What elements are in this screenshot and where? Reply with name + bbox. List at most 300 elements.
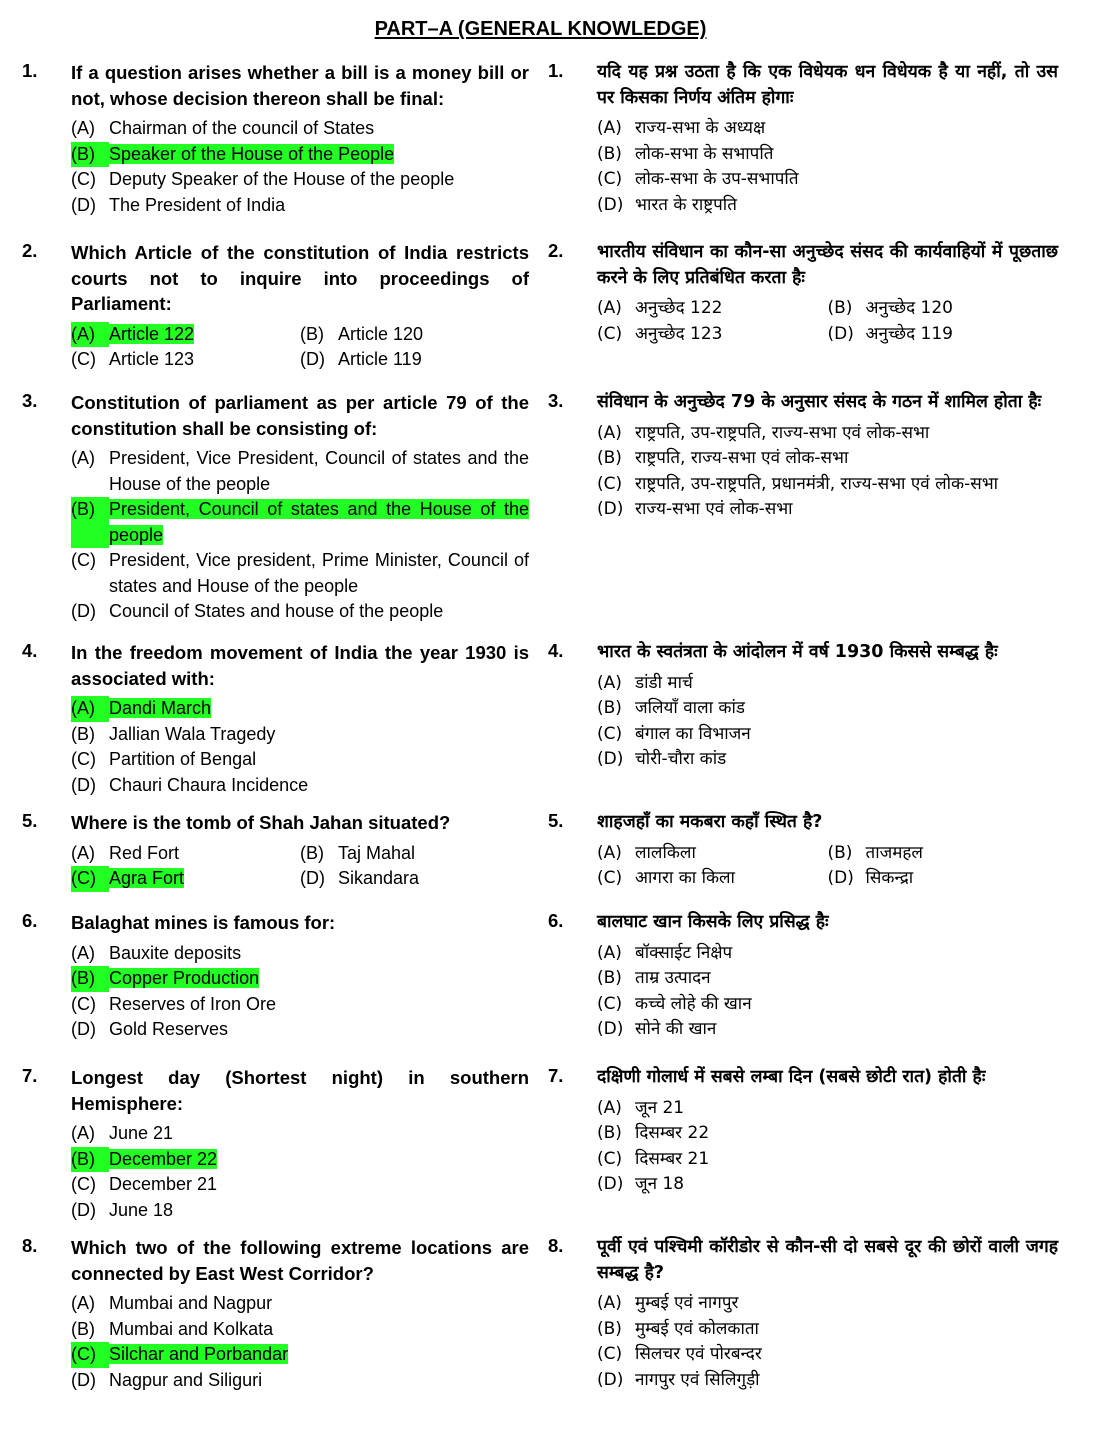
question-body bbox=[71, 58, 529, 218]
option-text: जून 18 bbox=[635, 1174, 685, 1194]
option-text-wrap bbox=[109, 548, 529, 599]
option-text: Chauri Chaura Incidence bbox=[109, 774, 309, 795]
option-label: (D) bbox=[597, 749, 624, 769]
option-text-wrap bbox=[635, 1096, 1058, 1122]
question-number: 3. bbox=[548, 390, 564, 411]
option-b bbox=[597, 966, 1058, 992]
option-d bbox=[71, 773, 529, 799]
question-body bbox=[71, 908, 529, 1043]
option-text-wrap bbox=[635, 116, 1058, 142]
question-number: 1. bbox=[22, 60, 38, 81]
question-text: Which Article of the constitution of India restricts courts not to inquire into proceedings of Parliament: bbox=[71, 242, 529, 314]
page-title: PART–A (GENERAL KNOWLEDGE) bbox=[374, 18, 707, 40]
option-text-wrap bbox=[635, 1342, 1058, 1368]
option-text-wrap bbox=[109, 322, 300, 348]
option-label: (A) bbox=[597, 1293, 622, 1313]
option-text-wrap bbox=[338, 866, 529, 892]
option-text: अनुच्छेद 119 bbox=[865, 323, 953, 344]
option-text: Article 122 bbox=[109, 323, 195, 344]
question-body bbox=[71, 638, 529, 798]
option-label: (A) bbox=[71, 696, 109, 722]
option-text-wrap bbox=[109, 1121, 529, 1147]
option-text-wrap bbox=[109, 747, 529, 773]
option-label: (D) bbox=[300, 868, 325, 888]
option-label: (A) bbox=[71, 322, 109, 348]
option-label: (C) bbox=[71, 550, 96, 570]
option-text: December 22 bbox=[109, 1148, 218, 1169]
option-label: (B) bbox=[597, 448, 622, 468]
option-text-wrap bbox=[109, 142, 529, 168]
option-label: (A) bbox=[597, 422, 622, 443]
option-c bbox=[597, 322, 828, 348]
option-text-wrap bbox=[109, 1017, 529, 1043]
question-body bbox=[71, 1063, 529, 1223]
option-d bbox=[71, 1017, 529, 1043]
option-c-correct-answer bbox=[71, 1342, 529, 1368]
option-text: लोक-सभा के सभापति bbox=[635, 143, 774, 164]
option-label: (D) bbox=[827, 868, 854, 888]
option-label: (A) bbox=[597, 672, 622, 693]
option-a bbox=[597, 671, 1058, 697]
option-text-wrap bbox=[635, 446, 1058, 472]
option-label: (D) bbox=[71, 601, 96, 621]
option-b-correct-answer bbox=[71, 1147, 529, 1173]
option-label: (C) bbox=[597, 1148, 623, 1169]
option-text: राज्य-सभा एवं लोक-सभा bbox=[635, 499, 793, 519]
option-text-wrap bbox=[635, 472, 1058, 498]
option-d bbox=[71, 1198, 529, 1224]
option-text: Bauxite deposits bbox=[109, 942, 242, 963]
option-b-correct-answer bbox=[71, 966, 529, 992]
question-1-hi bbox=[548, 58, 1058, 218]
option-label: (B) bbox=[827, 842, 853, 863]
option-a bbox=[597, 296, 828, 322]
option-text-wrap bbox=[635, 296, 828, 322]
option-c bbox=[71, 747, 529, 773]
question-text: भारत के स्वतंत्रता के आंदोलन में वर्ष 1930 किससे सम्बद्ध हैः bbox=[597, 642, 998, 662]
options-list bbox=[71, 941, 529, 1043]
option-label: (B) bbox=[71, 723, 95, 744]
option-text-wrap bbox=[635, 966, 1058, 992]
option-label: (D) bbox=[597, 194, 624, 215]
question-text: भारतीय संविधान का कौन-सा अनुच्छेद संसद की कार्यवाहियों में पूछताछ करने के लिए प्रतिबंधित करता हैः bbox=[597, 242, 1058, 288]
question-text: संविधान के अनुच्छेद 79 के अनुसार संसद के गठन में शामिल होता हैः bbox=[597, 392, 1042, 412]
option-label: (C) bbox=[71, 749, 96, 769]
option-label: (A) bbox=[71, 942, 95, 963]
option-d bbox=[828, 866, 1059, 892]
option-text-wrap bbox=[635, 722, 1058, 748]
question-5-en bbox=[22, 808, 529, 892]
options-list bbox=[597, 941, 1058, 1043]
option-text-wrap bbox=[109, 722, 529, 748]
option-text-wrap bbox=[109, 1317, 529, 1343]
option-text-wrap bbox=[109, 696, 529, 722]
option-text-wrap bbox=[866, 296, 1059, 322]
option-b bbox=[71, 722, 529, 748]
option-text-wrap bbox=[109, 1342, 529, 1368]
option-text: मुम्बई एवं कोलकाता bbox=[635, 1318, 759, 1339]
option-label: (A) bbox=[71, 448, 95, 468]
question-body bbox=[597, 238, 1058, 347]
question-text: Where is the tomb of Shah Jahan situated? bbox=[71, 812, 451, 833]
option-text-wrap bbox=[635, 1147, 1058, 1173]
option-text: दिसम्बर 22 bbox=[635, 1123, 710, 1143]
option-d bbox=[597, 1368, 1058, 1394]
option-d bbox=[71, 599, 529, 625]
option-label: (A) bbox=[71, 842, 95, 863]
option-label: (A) bbox=[597, 118, 622, 138]
option-d bbox=[597, 1017, 1058, 1043]
option-text: President, Vice President, Council of states and the House of the people bbox=[109, 448, 529, 494]
question-body bbox=[71, 808, 529, 892]
option-c bbox=[597, 1342, 1058, 1368]
question-body bbox=[597, 388, 1058, 523]
option-text: अनुच्छेद 123 bbox=[635, 323, 723, 344]
option-text: जून 21 bbox=[635, 1097, 685, 1118]
option-c bbox=[71, 1172, 529, 1198]
option-text: अनुच्छेद 122 bbox=[635, 298, 723, 318]
option-text: बंगाल का विभाजन bbox=[635, 723, 751, 744]
option-label: (A) bbox=[71, 118, 95, 138]
question-number: 2. bbox=[548, 240, 564, 261]
option-b bbox=[597, 142, 1058, 168]
option-a-correct-answer bbox=[71, 696, 529, 722]
option-c bbox=[71, 347, 300, 373]
option-label: (C) bbox=[71, 169, 96, 189]
question-number: 6. bbox=[22, 910, 38, 931]
option-label: (C) bbox=[597, 723, 623, 744]
option-text-wrap bbox=[635, 497, 1058, 523]
option-text: Speaker of the House of the People bbox=[109, 143, 395, 164]
option-text: Deputy Speaker of the House of the people bbox=[109, 169, 455, 189]
options-list bbox=[71, 116, 529, 218]
option-b bbox=[828, 296, 1059, 322]
option-label: (A) bbox=[71, 1123, 95, 1143]
question-text: शाहजहाँ का मकबरा कहाँ स्थित है? bbox=[597, 812, 823, 832]
option-label: (C) bbox=[597, 473, 623, 494]
question-5-hi bbox=[548, 808, 1058, 892]
option-label: (C) bbox=[71, 866, 109, 892]
option-label: (D) bbox=[71, 1369, 96, 1390]
options-list bbox=[597, 1096, 1058, 1198]
option-text-wrap bbox=[109, 966, 529, 992]
option-text: Copper Production bbox=[109, 968, 260, 988]
option-label: (D) bbox=[71, 1019, 96, 1039]
option-text: कच्चे लोहे की खान bbox=[635, 993, 752, 1014]
question-number: 8. bbox=[22, 1235, 38, 1256]
option-text: जलियाँ वाला कांड bbox=[635, 698, 745, 718]
option-label: (D) bbox=[827, 323, 854, 344]
option-text: राष्ट्रपति, उप-राष्ट्रपति, राज्य-सभा एवं लोक-सभा bbox=[635, 422, 930, 443]
option-text-wrap bbox=[635, 1121, 1058, 1147]
option-label: (A) bbox=[597, 942, 622, 963]
option-text-wrap bbox=[866, 866, 1059, 892]
option-text-wrap bbox=[635, 696, 1058, 722]
option-text-wrap bbox=[635, 747, 1058, 773]
option-text-wrap bbox=[109, 497, 529, 548]
options-list bbox=[71, 1121, 529, 1223]
option-text-wrap bbox=[109, 446, 529, 497]
option-label: (D) bbox=[597, 1369, 624, 1390]
options-list bbox=[597, 671, 1058, 773]
option-a bbox=[597, 841, 828, 867]
options-list bbox=[71, 841, 529, 892]
question-body bbox=[597, 638, 1058, 773]
question-text: In the freedom movement of India the year 1930 is associated with: bbox=[71, 642, 529, 689]
question-6-en bbox=[22, 908, 529, 1043]
option-text-wrap bbox=[635, 992, 1058, 1018]
option-label: (B) bbox=[71, 1147, 109, 1173]
option-b bbox=[597, 446, 1058, 472]
question-4-hi bbox=[548, 638, 1058, 773]
question-text: Which two of the following extreme locations are connected by East West Corridor? bbox=[71, 1237, 529, 1284]
option-text-wrap bbox=[109, 167, 529, 193]
option-label: (C) bbox=[71, 1174, 96, 1194]
option-c bbox=[71, 992, 529, 1018]
option-text-wrap bbox=[109, 773, 529, 799]
option-text: Dandi March bbox=[109, 698, 212, 718]
option-d bbox=[71, 1368, 529, 1394]
option-text-wrap bbox=[109, 1291, 529, 1317]
option-label: (D) bbox=[597, 1174, 624, 1194]
option-d bbox=[71, 193, 529, 219]
option-text: राज्य-सभा के अध्यक्ष bbox=[635, 118, 766, 138]
option-text: सिकन्द्रा bbox=[865, 868, 914, 888]
question-text: दक्षिणी गोलार्ध में सबसे लम्बा दिन (सबसे छोटी रात) होती हैः bbox=[597, 1067, 986, 1087]
option-d bbox=[300, 866, 529, 892]
option-text: डांडी मार्च bbox=[635, 672, 693, 693]
question-body bbox=[71, 388, 529, 625]
option-label: (B) bbox=[71, 142, 109, 168]
option-text: सोने की खान bbox=[635, 1019, 717, 1039]
option-b bbox=[828, 841, 1059, 867]
option-c-correct-answer bbox=[71, 866, 300, 892]
option-text: बॉक्साईट निक्षेप bbox=[635, 942, 733, 963]
option-text: June 18 bbox=[109, 1199, 174, 1220]
option-d bbox=[300, 347, 529, 373]
option-a bbox=[597, 1096, 1058, 1122]
option-text: Mumbai and Kolkata bbox=[109, 1318, 274, 1339]
question-number: 5. bbox=[22, 810, 38, 831]
option-text-wrap bbox=[109, 841, 300, 867]
option-text: राष्ट्रपति, राज्य-सभा एवं लोक-सभा bbox=[635, 448, 849, 468]
option-a bbox=[597, 116, 1058, 142]
option-text-wrap bbox=[109, 992, 529, 1018]
option-b bbox=[597, 1121, 1058, 1147]
option-text-wrap bbox=[338, 322, 529, 348]
question-text: If a question arises whether a bill is a money bill or not, whose decision thereon shall be final: bbox=[71, 62, 529, 109]
option-a bbox=[597, 1291, 1058, 1317]
question-7-hi bbox=[548, 1063, 1058, 1198]
option-label: (B) bbox=[597, 968, 622, 988]
option-label: (C) bbox=[597, 323, 623, 344]
option-label: (D) bbox=[71, 1199, 96, 1220]
option-text: दिसम्बर 21 bbox=[635, 1148, 710, 1169]
option-c bbox=[597, 866, 828, 892]
question-number: 4. bbox=[548, 640, 564, 661]
question-8-hi bbox=[548, 1233, 1058, 1393]
option-label: (B) bbox=[597, 698, 622, 718]
option-text: ताम्र उत्पादन bbox=[635, 968, 711, 988]
option-text-wrap bbox=[109, 866, 300, 892]
question-2-hi bbox=[548, 238, 1058, 347]
question-body bbox=[597, 58, 1058, 218]
question-body bbox=[597, 1233, 1058, 1393]
option-label: (B) bbox=[71, 966, 109, 992]
option-text-wrap bbox=[635, 167, 1058, 193]
option-text: Jallian Wala Tragedy bbox=[109, 723, 276, 744]
option-c bbox=[71, 548, 529, 599]
option-label: (B) bbox=[71, 1318, 95, 1339]
option-label: (D) bbox=[300, 349, 325, 369]
option-text: नागपुर एवं सिलिगुड़ी bbox=[635, 1369, 760, 1390]
option-text-wrap bbox=[635, 941, 1058, 967]
option-text: Taj Mahal bbox=[338, 842, 416, 863]
question-number: 5. bbox=[548, 810, 564, 831]
question-number: 6. bbox=[548, 910, 564, 931]
question-number: 4. bbox=[22, 640, 38, 661]
option-d bbox=[828, 322, 1059, 348]
question-1-en bbox=[22, 58, 529, 218]
option-text-wrap bbox=[635, 193, 1058, 219]
options-list bbox=[71, 1291, 529, 1393]
option-label: (B) bbox=[71, 497, 109, 548]
option-label: (A) bbox=[597, 1097, 622, 1118]
question-body bbox=[597, 1063, 1058, 1198]
question-text: पूर्वी एवं पश्चिमी कॉरीडोर से कौन-सी दो सबसे दूर की छोरों वाली जगह सम्बद्ध है? bbox=[597, 1237, 1058, 1283]
option-text: Nagpur and Siliguri bbox=[109, 1369, 263, 1390]
option-c bbox=[597, 992, 1058, 1018]
question-text: Balaghat mines is famous for: bbox=[71, 912, 336, 933]
option-text: Sikandara bbox=[338, 868, 420, 888]
option-b-correct-answer bbox=[71, 142, 529, 168]
option-text-wrap bbox=[635, 142, 1058, 168]
option-label: (C) bbox=[597, 868, 623, 888]
option-text: चोरी-चौरा कांड bbox=[635, 749, 727, 769]
option-a bbox=[71, 1121, 529, 1147]
option-label: (D) bbox=[597, 1019, 624, 1039]
option-text: ताजमहल bbox=[865, 842, 923, 863]
question-text: यदि यह प्रश्न उठता है कि एक विधेयक धन विधेयक है या नहीं, तो उस पर किसका निर्णय अंतिम होगाः bbox=[597, 62, 1058, 108]
option-d bbox=[597, 497, 1058, 523]
question-7-en bbox=[22, 1063, 529, 1223]
option-label: (D) bbox=[71, 194, 96, 215]
option-text-wrap bbox=[635, 1368, 1058, 1394]
option-text: Council of States and house of the people bbox=[109, 601, 444, 621]
option-b bbox=[597, 696, 1058, 722]
option-label: (B) bbox=[597, 1123, 622, 1143]
option-text: आगरा का किला bbox=[635, 868, 735, 888]
question-4-en bbox=[22, 638, 529, 798]
option-a bbox=[71, 941, 529, 967]
option-text-wrap bbox=[635, 421, 1058, 447]
option-d bbox=[597, 193, 1058, 219]
option-a bbox=[597, 421, 1058, 447]
question-body bbox=[71, 238, 529, 373]
question-body bbox=[71, 1233, 529, 1393]
option-d bbox=[597, 747, 1058, 773]
option-text: Gold Reserves bbox=[109, 1019, 229, 1039]
option-b bbox=[597, 1317, 1058, 1343]
option-c bbox=[597, 1147, 1058, 1173]
option-label: (C) bbox=[597, 993, 623, 1014]
option-b bbox=[300, 322, 529, 348]
option-b-correct-answer bbox=[71, 497, 529, 548]
option-text: सिलचर एवं पोरबन्दर bbox=[635, 1344, 762, 1364]
options-list bbox=[597, 116, 1058, 218]
options-list bbox=[597, 1291, 1058, 1393]
option-text-wrap bbox=[635, 841, 828, 867]
question-6-hi bbox=[548, 908, 1058, 1043]
option-label: (C) bbox=[71, 349, 96, 369]
option-text-wrap bbox=[635, 1017, 1058, 1043]
option-label: (D) bbox=[597, 499, 624, 519]
option-c bbox=[597, 472, 1058, 498]
option-a bbox=[71, 1291, 529, 1317]
option-text-wrap bbox=[338, 347, 529, 373]
option-b bbox=[300, 841, 529, 867]
option-c bbox=[71, 167, 529, 193]
option-text-wrap bbox=[635, 866, 828, 892]
option-text: मुम्बई एवं नागपुर bbox=[635, 1293, 739, 1313]
option-text-wrap bbox=[635, 1317, 1058, 1343]
option-label: (A) bbox=[597, 298, 622, 318]
option-text: President, Council of states and the House of the people bbox=[109, 499, 529, 545]
option-a bbox=[71, 446, 529, 497]
question-8-en bbox=[22, 1233, 529, 1393]
option-text: लोक-सभा के उप-सभापति bbox=[635, 169, 799, 189]
option-text: Agra Fort bbox=[109, 868, 185, 888]
option-label: (C) bbox=[71, 1342, 109, 1368]
options-list bbox=[71, 696, 529, 798]
option-text-wrap bbox=[109, 1368, 529, 1394]
option-text-wrap bbox=[635, 1172, 1058, 1198]
option-text-wrap bbox=[109, 347, 300, 373]
options-list bbox=[597, 421, 1058, 523]
question-body bbox=[597, 808, 1058, 892]
option-a bbox=[71, 841, 300, 867]
option-label: (C) bbox=[597, 169, 623, 189]
option-a-correct-answer bbox=[71, 322, 300, 348]
option-text: Silchar and Porbandar bbox=[109, 1344, 289, 1364]
option-label: (B) bbox=[300, 323, 324, 344]
option-text-wrap bbox=[109, 1198, 529, 1224]
option-text-wrap bbox=[866, 322, 1059, 348]
question-text: बालघाट खान किसके लिए प्रसिद्ध हैः bbox=[597, 912, 829, 932]
question-2-en bbox=[22, 238, 529, 373]
question-number: 3. bbox=[22, 390, 38, 411]
question-3-hi bbox=[548, 388, 1058, 523]
options-list bbox=[597, 841, 1058, 892]
option-text: June 21 bbox=[109, 1123, 174, 1143]
option-d bbox=[597, 1172, 1058, 1198]
options-list bbox=[71, 446, 529, 625]
question-number: 8. bbox=[548, 1235, 564, 1256]
option-text: Red Fort bbox=[109, 842, 180, 863]
options-list bbox=[597, 296, 1058, 347]
option-text: Reserves of Iron Ore bbox=[109, 993, 277, 1014]
option-text-wrap bbox=[635, 1291, 1058, 1317]
option-text: अनुच्छेद 120 bbox=[865, 298, 953, 318]
option-label: (B) bbox=[597, 143, 622, 164]
option-text: Partition of Bengal bbox=[109, 749, 257, 769]
option-text: Article 119 bbox=[338, 349, 422, 369]
option-label: (C) bbox=[597, 1344, 623, 1364]
option-text-wrap bbox=[109, 941, 529, 967]
option-label: (A) bbox=[597, 842, 622, 863]
option-label: (B) bbox=[597, 1318, 622, 1339]
option-text: भारत के राष्ट्रपति bbox=[635, 194, 737, 215]
